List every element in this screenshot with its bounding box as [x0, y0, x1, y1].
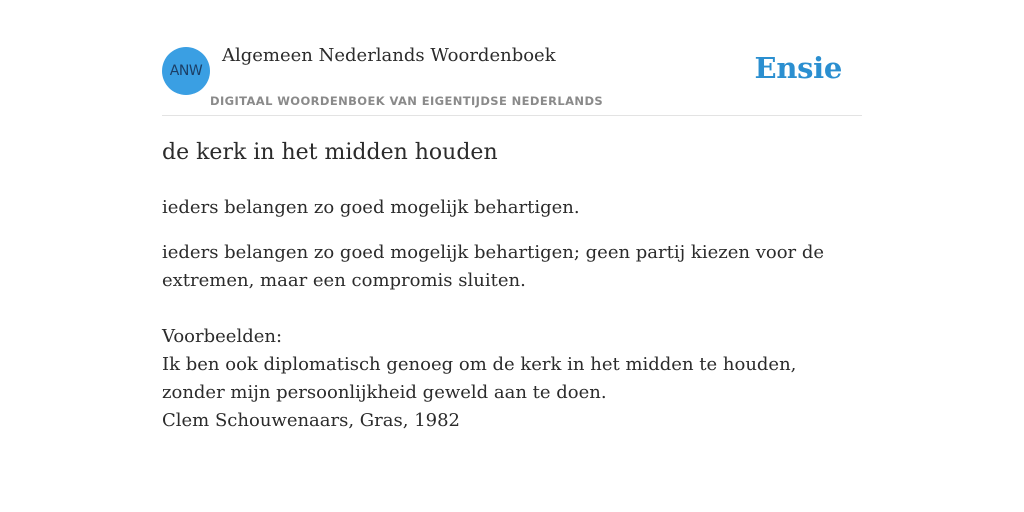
- entry-headword: de kerk in het midden houden: [162, 140, 498, 165]
- ensie-brand-link[interactable]: Ensie: [754, 51, 842, 85]
- short-definition: ieders belangen zo goed mogelijk behartigen.: [162, 197, 580, 218]
- definition-card: [162, 0, 862, 512]
- anw-logo[interactable]: [162, 47, 210, 95]
- site-subtitle: DIGITAAL WOORDENBOEK VAN EIGENTIJDSE NEDERLANDS: [210, 94, 604, 108]
- site-title[interactable]: Algemeen Nederlands Woordenboek: [222, 45, 556, 66]
- long-definition: ieders belangen zo goed mogelijk behartigen; geen partij kiezen voor de extremen, maar een compromis sluiten.: [162, 242, 825, 291]
- header-divider: [162, 115, 862, 116]
- examples-section: [162, 323, 862, 435]
- example-text: Ik ben ook diplomatisch genoeg om de kerk in het midden te houden, zonder mijn persoonlijkheid geweld aan te doen.: [162, 354, 797, 403]
- example-source: Clem Schouwenaars, Gras, 1982: [162, 410, 461, 431]
- logo-text: ANW: [169, 63, 203, 79]
- examples-label: Voorbeelden:: [162, 326, 283, 347]
